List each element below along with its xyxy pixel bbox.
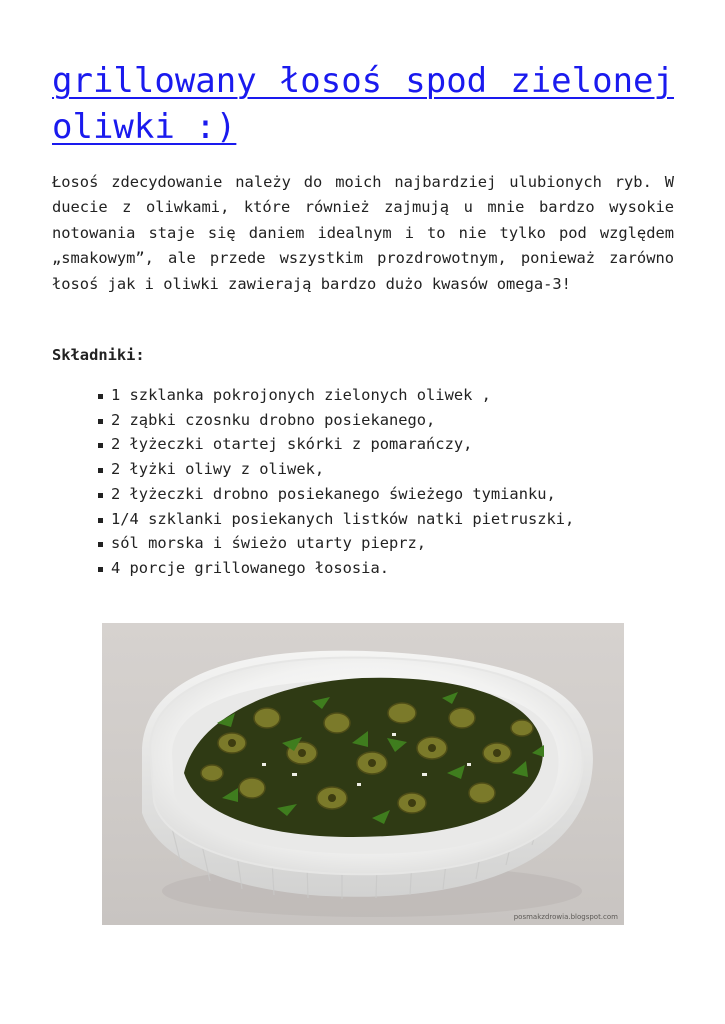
- bullet-icon: [98, 419, 103, 424]
- article: [52, 58, 674, 581]
- photo-watermark: posmakzdrowia.blogspot.com: [513, 913, 618, 921]
- ingredients-list: [52, 383, 674, 581]
- photo-illustration: [102, 623, 624, 925]
- bullet-icon: [98, 443, 103, 448]
- bullet-icon: [98, 468, 103, 473]
- list-item: [98, 556, 674, 581]
- article-title: [52, 58, 674, 150]
- ingredient-text: 1/4 szklanki posiekanych listków natki pietruszki,: [111, 509, 575, 528]
- ingredient-text: 2 ząbki czosnku drobno posiekanego,: [111, 410, 436, 429]
- list-item: [98, 457, 674, 482]
- list-item: [98, 432, 674, 457]
- ingredient-text: sól morska i świeżo utarty pieprz,: [111, 534, 427, 553]
- list-item: [98, 408, 674, 433]
- ingredient-text: 2 łyżki oliwy z oliwek,: [111, 460, 325, 479]
- bullet-icon: [98, 542, 103, 547]
- ingredient-text: 2 łyżeczki drobno posiekanego świeżego tymianku,: [111, 484, 556, 503]
- bullet-icon: [98, 493, 103, 498]
- ingredient-text: 1 szklanka pokrojonych zielonych oliwek ,: [111, 386, 491, 405]
- ingredients-heading: Składniki:: [52, 346, 145, 365]
- ingredient-text: 2 łyżeczki otartej skórki z pomarańczy,: [111, 435, 473, 454]
- bullet-icon: [98, 518, 103, 523]
- article-intro: Łosoś zdecydowanie należy do moich najbardziej ulubionych ryb. W duecie z oliwkami, które również zajmują u mnie bardzo wysokie notowania staje się daniem idealnym i to nie tylko pod względem „smakowym”, ale przede wszystkim prozdrowotnym, ponieważ zarówno łosoś jak i oliwki zawierają bardzo dużo kwasów omega-3!: [52, 173, 674, 293]
- bullet-icon: [98, 394, 103, 399]
- list-item: [98, 383, 674, 408]
- bullet-icon: [98, 567, 103, 572]
- olive-salad-photo: [102, 623, 624, 925]
- list-item: [98, 531, 674, 556]
- list-item: [98, 482, 674, 507]
- ingredient-text: 4 porcje grillowanego łososia.: [111, 558, 389, 577]
- list-item: [98, 507, 674, 532]
- article-title-link[interactable]: grillowany łosoś spod zielonej oliwki :): [52, 61, 674, 147]
